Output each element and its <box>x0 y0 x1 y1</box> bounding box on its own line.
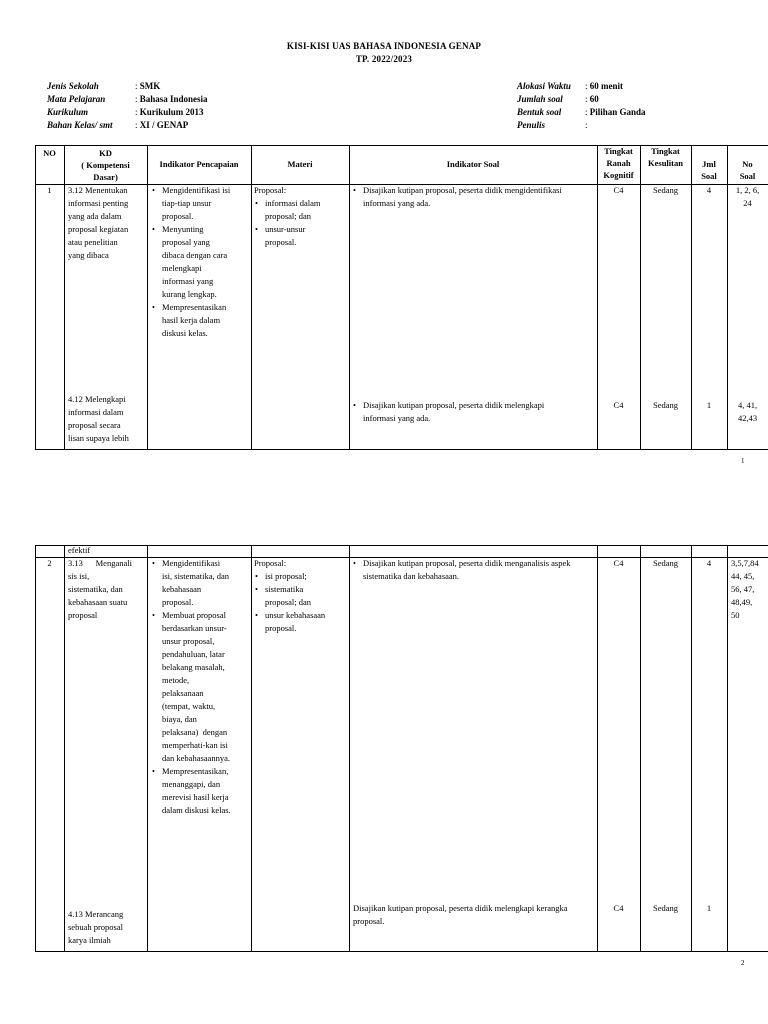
cont-kd: efektif <box>68 545 91 555</box>
row1-jml-b: 1 <box>706 400 712 410</box>
header-indikator-pencapaian: Indikator Pencapaian <box>159 159 239 169</box>
row2-ranah-a: C4 <box>613 558 624 568</box>
list-item: • Disajikan kutipan proposal, peserta didik mengidentifikasi informasi yang ada. <box>352 184 562 210</box>
row1-soal-b <box>352 399 544 425</box>
list-item: • Mempresentasikan hasil kerja dalam diskusi kelas. <box>151 301 230 340</box>
meta-question-count: Jumlah soal : 60 <box>517 94 599 104</box>
table-rule <box>349 145 350 450</box>
header-no: NO <box>43 148 56 158</box>
row2-no: 2 <box>47 558 52 568</box>
row2-soal-a <box>352 557 571 583</box>
list-item: • Membuat proposal berdasarkan unsur- unsur proposal, pendahuluan, latar belakang masalah, metode, pelaksanaan (tempat, waktu, biaya, dan pelaksana) dengan memperhati-kan isi dan kebahasaannya. <box>151 609 231 765</box>
page-number: 1 <box>741 457 745 465</box>
list-item: • sistematika proposal; dan <box>254 583 325 609</box>
header-materi: Materi <box>287 159 313 169</box>
row1-materi: Proposal: • informasi dalam proposal; dan • unsur-unsur proposal. <box>254 184 320 249</box>
row1-no: 1 <box>47 185 52 195</box>
row2-materi: Proposal: • isi proposal; • sistematika proposal; dan • unsur kebahasaan proposal. <box>254 557 325 635</box>
meta-subject: Mata Pelajaran : Bahasa Indonesia <box>47 94 208 104</box>
list-item: • Disajikan kutipan proposal, peserta didik menganalisis aspek sistematika dan kebahasaan. <box>352 557 571 583</box>
table-rule <box>727 545 728 952</box>
list-item: • Disajikan kutipan proposal, peserta didik melengkapi informasi yang ada. <box>352 399 544 425</box>
meta-right <box>517 80 646 132</box>
row1-jml-a: 4 <box>706 185 712 195</box>
row1-kd-a: 3.12 Menentukan informasi penting yang ada dalam proposal kegiatan atau penelitian yang dibaca <box>68 185 129 260</box>
meta-author: Penulis : <box>517 120 588 130</box>
table-rule <box>35 951 768 952</box>
row2-ranah-b: C4 <box>613 903 624 913</box>
table-rule <box>251 145 252 450</box>
meta-time: Alokasi Waktu : 60 menit <box>517 81 624 91</box>
table-rule <box>691 545 692 952</box>
table-rule <box>64 145 65 450</box>
list-item: • unsur-unsur proposal. <box>254 223 320 249</box>
row1-kd-b: 4.12 Melengkapi informasi dalam proposal secara lisan supaya lebih <box>68 394 129 443</box>
row2-kesulitan-a: Sedang <box>652 558 679 568</box>
table-rule <box>147 545 148 952</box>
table-rule <box>251 545 252 952</box>
meta-school: Jenis Sekolah : SMK <box>47 81 161 91</box>
header-indikator-soal: Indikator Soal <box>446 159 500 169</box>
table-rule <box>640 545 641 952</box>
table-rule <box>597 545 598 952</box>
list-item: • informasi dalam proposal; dan <box>254 197 320 223</box>
meta-question-type: Bentuk soal : Pilihan Ganda <box>517 107 646 117</box>
row1-ranah-a: C4 <box>613 185 624 195</box>
row1-soal-a <box>352 184 562 210</box>
list-item: • Menyunting proposal yang dibaca dengan cara melengkapi informasi yang kurang lengkap. <box>151 223 230 301</box>
meta-curriculum: Kurikulum : Kurikulum 2013 <box>47 107 204 117</box>
row2-kd-b: 4.13 Merancang sebuah proposal karya ilmiah <box>68 909 124 945</box>
header-kd: KD ( Kompetensi Dasar) <box>81 148 130 182</box>
table-rule <box>349 545 350 952</box>
header-jml-soal: Jml Soal <box>701 159 717 181</box>
row1-ranah-b: C4 <box>613 400 624 410</box>
list-item: • isi proposal; <box>254 570 325 583</box>
list-item: • Mengidentifikasi isi tiap-tiap unsur proposal. <box>151 184 230 223</box>
meta-left <box>47 80 208 132</box>
document-title: KISI-KISI UAS BAHASA INDONESIA GENAP <box>286 41 482 51</box>
header-ranah-kognitif: Tingkat Ranah Kognitif <box>603 146 634 180</box>
meta-class: Bahan Kelas/ smt : XI / GENAP <box>47 120 189 130</box>
header-tingkat-kesulitan: Tingkat Kesulitan <box>648 146 683 168</box>
row2-nosoal-a: 3,5,7,84 44, 45, 56, 47, 48,49, 50 <box>731 558 759 620</box>
row2-kd-a: 3.13 Menganali sis isi, sistematika, dan kebahasaan suatu proposal <box>68 558 132 620</box>
row1-kesulitan-a: Sedang <box>652 185 679 195</box>
row2-kesulitan-b: Sedang <box>652 903 679 913</box>
row1-nosoal-a: 1, 2, 6, 24 <box>735 185 760 208</box>
list-item: • Mempresentasikan, menanggapi, dan merevisi hasil kerja dalam diskusi kelas. <box>151 765 231 817</box>
row2-jml-b: 1 <box>706 903 712 913</box>
table-rule <box>147 145 148 450</box>
row2-jml-a: 4 <box>706 558 712 568</box>
row2-indikator <box>151 557 231 817</box>
header-no-soal: No Soal <box>739 159 756 181</box>
table-rule <box>64 545 65 952</box>
table-rule <box>35 545 768 546</box>
row2-soal-b: Disajikan kutipan proposal, peserta didik melengkapi kerangka proposal. <box>353 903 568 926</box>
row1-kesulitan-b: Sedang <box>652 400 679 410</box>
row1-nosoal-b: 4, 41, 42,43 <box>737 400 758 423</box>
list-item: • unsur kebahasaan proposal. <box>254 609 325 635</box>
page-number: 2 <box>741 959 745 967</box>
table-rule <box>35 449 768 450</box>
table-rule <box>35 545 36 952</box>
list-item: • Mengidentifikasi isi, sistematika, dan kebahasaan proposal. <box>151 557 231 609</box>
document-year: TP. 2022/2023 <box>355 54 413 64</box>
row1-indikator <box>151 184 230 340</box>
